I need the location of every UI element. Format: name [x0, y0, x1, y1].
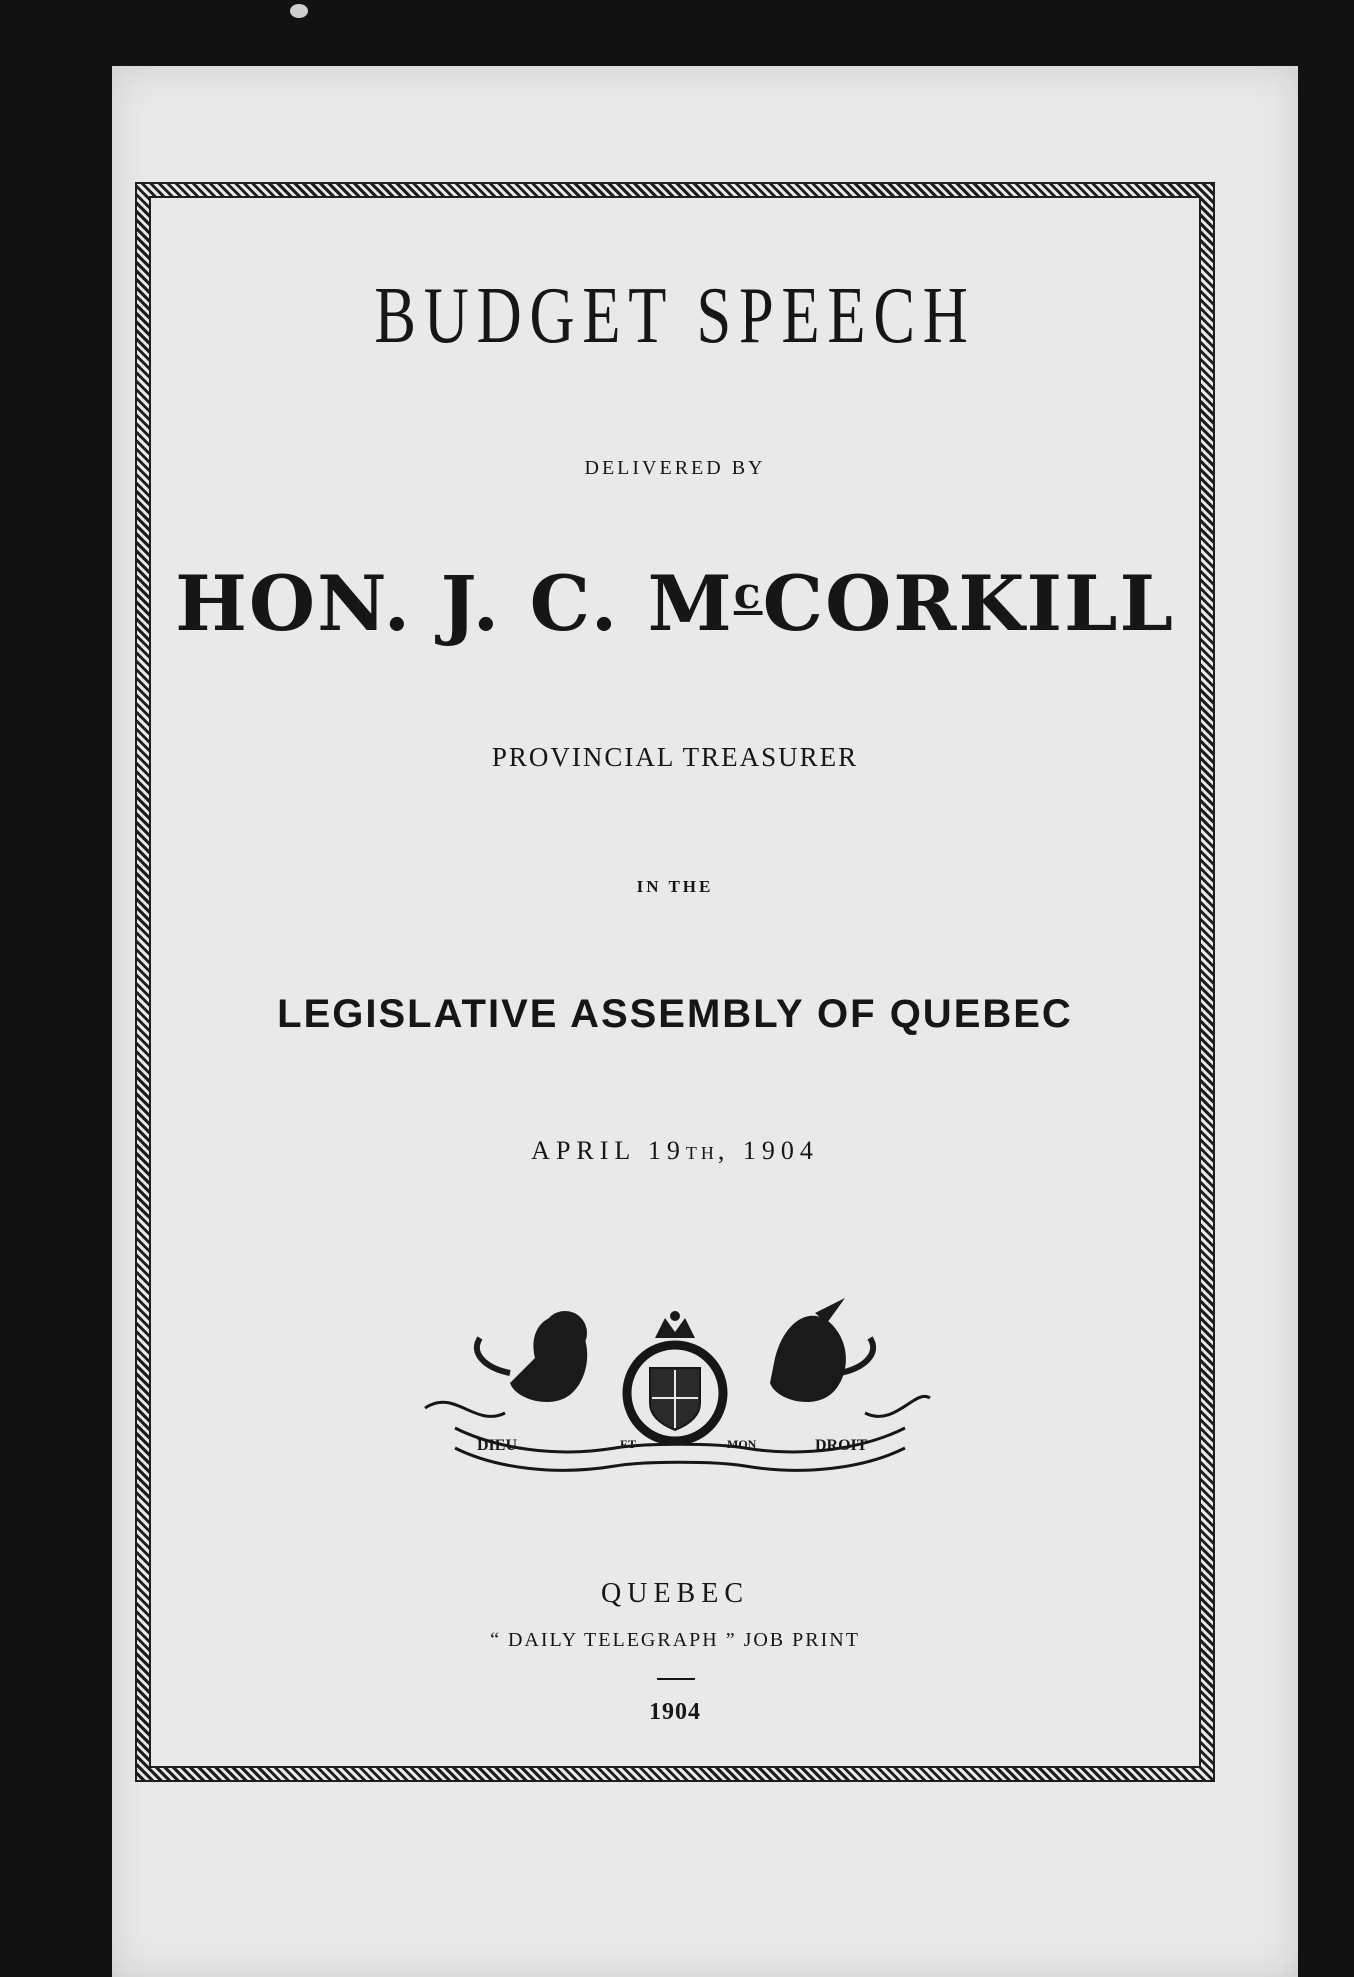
imprint-year: 1904: [649, 1699, 701, 1725]
speech-date: [151, 1138, 1199, 1164]
date-year: , 1904: [717, 1136, 819, 1165]
date-month-day: APRIL 19: [531, 1136, 686, 1165]
motto-word-1: DIEU: [477, 1437, 518, 1454]
imprint-divider: [657, 1678, 695, 1680]
speaker-name: [151, 559, 1199, 648]
motto-word-3: MON: [727, 1437, 757, 1451]
speaker-office: PROVINCIAL TREASURER: [491, 742, 859, 772]
in-the-label: IN THE: [636, 877, 714, 896]
speaker-name-prefix: HON. J. C. M: [175, 559, 734, 648]
assembly-name: LEGISLATIVE ASSEMBLY OF QUEBEC: [277, 992, 1073, 1036]
document-title: BUDGET SPEECH: [374, 272, 976, 360]
delivered-by-label: DELIVERED BY: [584, 457, 766, 479]
dust-speck: [290, 4, 308, 18]
speaker-name-superscript: c: [733, 568, 763, 619]
motto-word-2: ET: [620, 1437, 637, 1451]
motto-word-4: DROIT: [815, 1437, 868, 1454]
imprint-printer: “ DAILY TELEGRAPH ” JOB PRINT: [490, 1629, 860, 1651]
speaker-name-suffix: CORKILL: [762, 559, 1175, 648]
imprint-place: QUEBEC: [601, 1578, 749, 1609]
date-ordinal: TH: [685, 1143, 718, 1163]
title-page-content: [151, 198, 1199, 1766]
royal-coat-of-arms-icon: [415, 1298, 935, 1478]
